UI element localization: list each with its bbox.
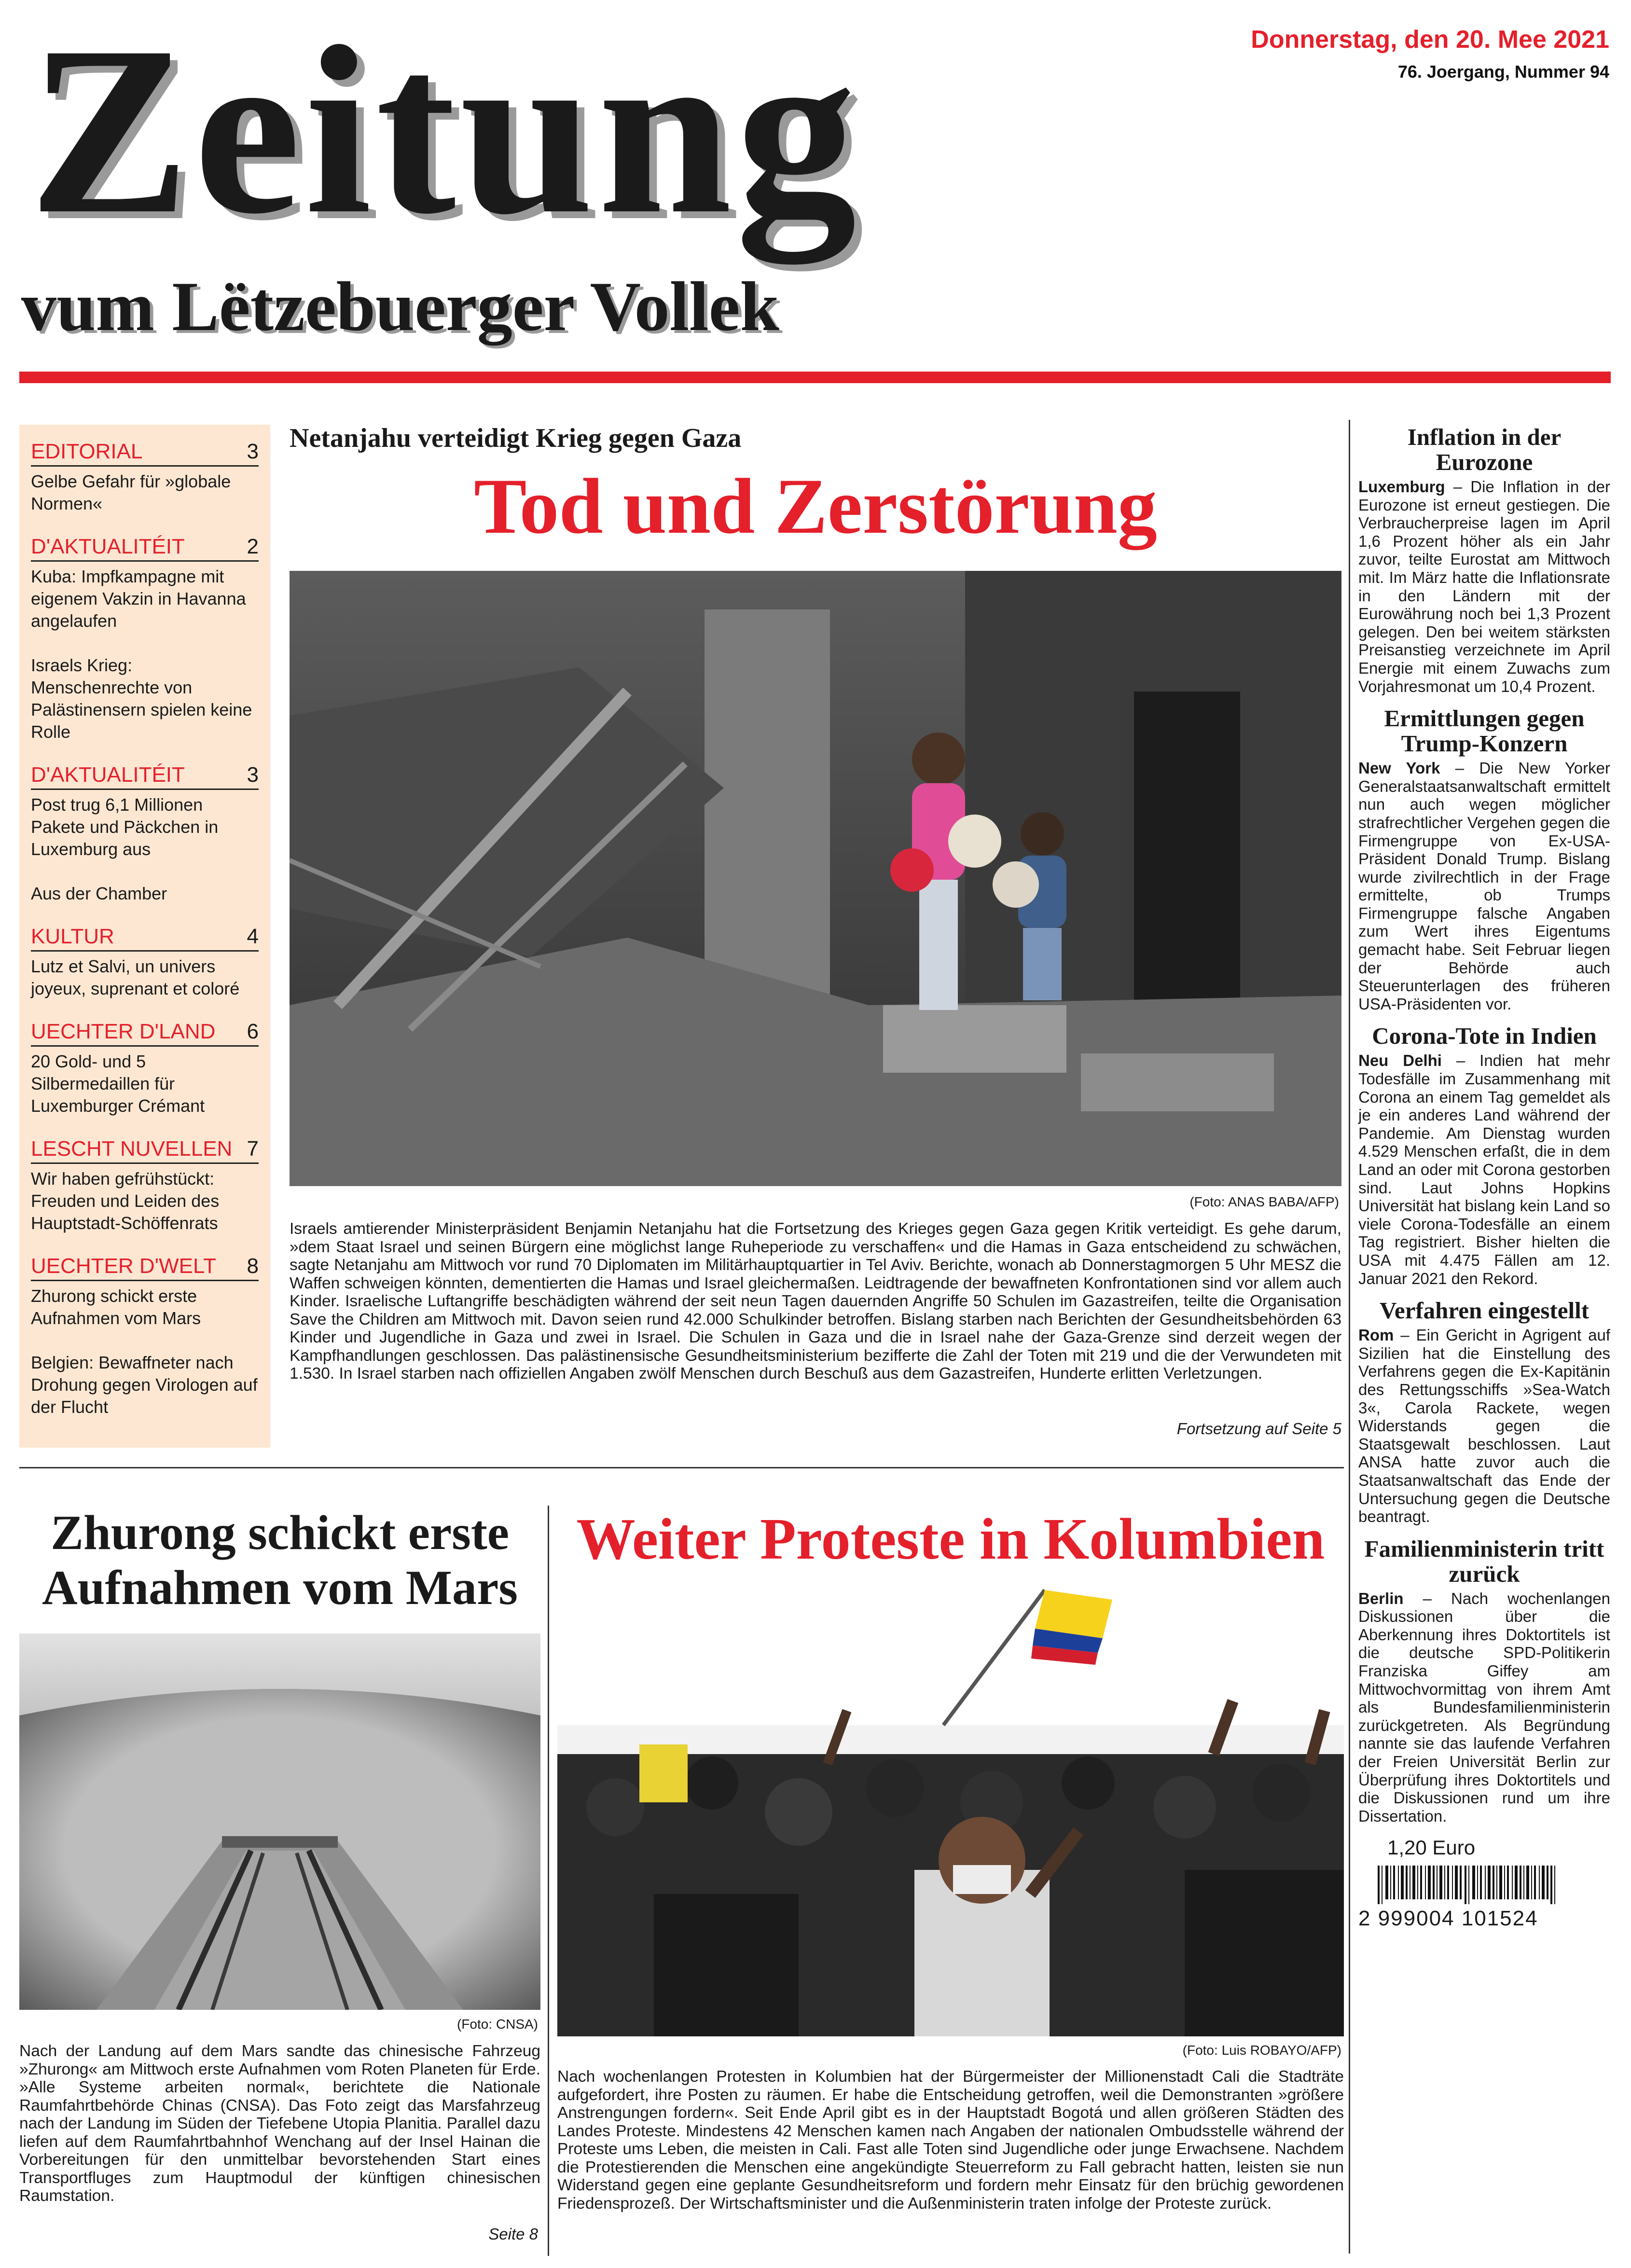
toc-item[interactable]: Kuba: Impfkampagne mit eigenem Vakzin in Havanna angelaufen [31, 567, 246, 631]
brief-dateline: New York [1358, 759, 1440, 777]
toc-section[interactable] [31, 762, 259, 905]
barcode-digits: 2 999004 101524 [1358, 1907, 1538, 1931]
mars-rover-photo-illustration [19, 1633, 540, 2010]
toc-section[interactable] [31, 1019, 259, 1117]
price-label: 1,20 Euro [1387, 1836, 1476, 1859]
toc-item[interactable]: Israels Krieg: Menschenrechte von Palästinensern spielen keine Rolle [31, 655, 252, 742]
mars-body: Nach der Landung auf dem Mars sandte das chinesische Fahrzeug »Zhurong« am Mittwoch erste Aufnahmen vom Roten Planeten für Erde. »Alle Systeme arbeiten normal«, berichtete die Nationale Raumfahrtbehörde Chinas (CNSA). Das Foto zeigt das Marsfahrzeug nach der Landung im Süden der Tiefebene Utopia Planitia. Parallel dazu liefen auf dem Raumfahrtbahnhof Wenchang auf der Insel Hainan die Vorbereitungen für den unmittelbar bevorstehenden Start eines Transportfluges zum Hauptmodul der künftigen chinesischen Raumstation. [19, 2042, 540, 2205]
barcode [1358, 1866, 1600, 1931]
lead-body: Israels amtierender Ministerpräsident Benjamin Netanjahu hat die Fortsetzung des Krieges gegen Gaza gegen Kritik verteidigt. Es gehe darum, »dem Staat Israel und seinen Bürgern eine möglichst lange Ruheperiode zu verschaffen« und die Hamas in Gaza entscheidend zu schwächen, sagte Netanjahu am Mittwoch vor rund 70 Diplomaten im Militärhauptquartier in Tel Aviv. Berichte, wonach ab Donnerstagmorgen 5 Uhr MESZ die Waffen schweigen könnten, dementierten die Hamas und Israel gleichermaßen. Leidtragende der bewaffneten Konfrontationen sind vor allem auch Kinder. Israelische Luftangriffe beschädigten während der seit neun Tagen dauernden Angriffe 50 Schulen im Gazastreifen, teilte die Organisation Save the Children am Mittwoch mit. Davon seien rund 42.000 Schulkinder betroffen. Bislang starben nach Berichten der Gesundheitsbehörden 63 Kinder und Jugendliche in Gaza und zwei in Israel. Die Schulen in Gaza und die in Israel nahe der Gaza-Grenze sind derzeit wegen der Kampfhandlungen geschlossen. Das palästinensische Gesundheitsministerium bezifferte die Zahl der Toten mit 219 und die der Verwundeten mit 1.530. In Israel starben nach offiziellen Angaben zwölf Menschen durch Beschuß aus dem Gazastreifen, Hunderte erlitten Verletzungen. [290, 1220, 1341, 1383]
news-briefs-column [1358, 424, 1610, 1931]
toc-page-number: 2 [247, 535, 259, 558]
brief-text: Ein Gericht in Agrigent auf Sizilien hat die Einstellung des Verfahrens gegen die Ex-Kapitänin des Rettungsschiffs »Sea-Watch 3«, Carola Rackete, wegen Widerstands gegen die Staatsgewalt beschlossen. Laut ANSA hatte zuvor auch die Staatsanwaltschaft das Ende der Untersuchung gegen die Deutsche beantragt. [1358, 1326, 1610, 1526]
brief-headline[interactable]: Corona-Tote in Indien [1372, 1023, 1597, 1050]
news-brief[interactable] [1358, 1298, 1610, 1526]
kolumbien-body: Nach wochenlangen Protesten in Kolumbien hat der Bürgermeister der Millionenstadt Cali die Stadträte aufgefordert, ihre Posten zu räumen. Er habe die Entscheidung getroffen, weil die Demonstranten »größere Anstrengungen fordern«. Seit Ende April gibt es in der Hauptstadt Bogotá und allen größeren Städten des Landes Proteste. Mindestens 42 Menschen kamen nach Angaben der nationalen Ombudsstelle während der Proteste ums Leben, die meisten in Cali. Fast alle Toten sind Jugendliche oder junge Erwachsene. Nachdem die Protestierenden die Menschen eine angekündigte Steuerreform zu Fall gebracht hatten, leisten sie nun Widerstand gegen eine geplante Gesundheitsreform und fordern mehr Einsatz für den brüchig gewordenen Friedensprozeß. Der Wirtschaftsminister und die Außenministerin traten infolge der Proteste zurück. [557, 2068, 1344, 2213]
rubble-photo-illustration [290, 571, 1341, 1186]
toc-page-number: 3 [247, 440, 259, 463]
toc-item[interactable]: Post trug 6,1 Millionen Pakete und Päckchen in Luxemburg aus [31, 795, 219, 859]
toc-page-number: 4 [247, 925, 259, 948]
kolumbien-photo-credit: (Foto: Luis ROBAYO/AFP) [1182, 2043, 1341, 2058]
brief-dateline: Rom [1358, 1326, 1394, 1344]
toc-section-name: D'AKTUALITÉIT [31, 535, 185, 558]
toc-section[interactable] [31, 534, 259, 743]
toc-item[interactable]: Aus der Chamber [31, 884, 167, 903]
toc-section-header[interactable] [31, 534, 259, 562]
toc-section[interactable] [31, 439, 259, 515]
table-of-contents [19, 425, 270, 1448]
lead-headline[interactable]: Tod und Zerstörung [474, 463, 1157, 550]
news-brief[interactable] [1358, 1023, 1610, 1287]
mars-photo-credit: (Foto: CNSA) [456, 2017, 538, 2032]
brief-text: Nach wochenlangen Diskussionen über die Aberkennung ihres Doktortitels ist die deutsche SPD-Politikerin Franziska Giffey am Mittwochvormittag von ihrem Amt als Bundesfamilienministerin zurückgetreten. Als Begründung nannte sie das laufende Verfahren der Freien Universität Berlin zur Überprüfung ihres Doktortitels und die Diskussionen rund um ihre Dissertation. [1358, 1589, 1610, 1825]
brief-text: Die Inflation in der Eurozone ist erneut gestiegen. Die Verbraucherpreise lagen im April 1,6 Prozent höher als ein Jahr zuvor, teilte Eurostat am Mittwoch mit. Im März hatte die Inflationsrate in den Ländern mit der Eurowährung noch bei 1,3 Prozent gelegen. Den bei weitem stärksten Preisanstieg verzeichnete im April Energie mit einem Zuwachs zum Vorjahresmonat um 10,4 Prozent. [1358, 478, 1610, 695]
toc-section[interactable] [31, 1136, 259, 1234]
lead-kicker: Netanjahu verteidigt Krieg gegen Gaza [290, 423, 742, 453]
news-brief[interactable] [1358, 706, 1610, 1013]
brief-body: Berlin – Nach wochenlangen Diskussionen über die Aberkennung ihres Doktortitels ist die deutsche SPD-Politikerin Franziska Giffey am Mittwochvormittag von ihrem Amt als Bundesfamilienministerin zurückgetreten. Als Begründung nannte sie das laufende Verfahren der Freien Universität Berlin zur Überprüfung ihres Doktortitels und die Diskussionen rund um ihre Dissertation. [1358, 1589, 1610, 1825]
toc-item[interactable]: Zhurong schickt erste Aufnahmen vom Mars [31, 1286, 201, 1328]
masthead-rule [19, 372, 1611, 383]
toc-item[interactable]: Belgien: Bewaffneter nach Drohung gegen Virologen auf der Flucht [31, 1353, 258, 1417]
toc-section-header[interactable] [31, 762, 259, 790]
toc-section-header[interactable] [31, 924, 259, 952]
kolumbien-headline[interactable]: Weiter Proteste in Kolumbien [576, 1507, 1325, 1572]
toc-item[interactable]: Lutz et Salvi, un univers joyeux, suprenant et coloré [31, 956, 240, 998]
toc-page-number: 7 [247, 1137, 259, 1161]
toc-section-name: UECHTER D'LAND [31, 1020, 216, 1043]
toc-section-name: UECHTER D'WELT [31, 1254, 217, 1278]
toc-item[interactable]: Wir haben gefrühstückt: Freuden und Leiden des Hauptstadt-Schöffenrats [31, 1169, 220, 1233]
toc-section-header[interactable] [31, 1136, 259, 1164]
toc-page-number: 3 [247, 763, 259, 787]
mars-continuation-link[interactable]: Seite 8 [488, 2225, 538, 2243]
lead-photo-credit: (Foto: ANAS BABA/AFP) [1189, 1194, 1339, 1209]
toc-section-name: LESCHT NUVELLEN [31, 1137, 233, 1161]
brief-body: Luxemburg – Die Inflation in der Eurozone ist erneut gestiegen. Die Verbraucherpreise lagen im April 1,6 Prozent höher als ein Jahr zuvor, teilte Eurostat am Mittwoch mit. Im März hatte die Inflationsrate in den Ländern mit der Eurowährung noch bei 1,3 Prozent gelegen. Den bei weitem stärksten Preisanstieg verzeichnete im April Energie mit einem Zuwachs zum Vorjahresmonat um 10,4 Prozent. [1358, 478, 1610, 695]
toc-section[interactable] [31, 1254, 259, 1418]
brief-body: Rom – Ein Gericht in Agrigent auf Sizilien hat die Einstellung des Verfahrens gegen die Ex-Kapitänin des Rettungsschiffs »Sea-Watch 3«, Carola Rackete, wegen Widerstands gegen die Staatsgewalt beschlossen. Laut ANSA hatte zuvor auch die Staatsanwaltschaft das Ende der Untersuchung gegen die Deutsche beantragt. [1358, 1326, 1610, 1526]
section-divider [19, 1467, 1344, 1468]
toc-page-number: 6 [247, 1020, 259, 1043]
column-divider [548, 1506, 549, 2256]
brief-text: Indien hat mehr Todesfälle im Zusammenhang mit Corona an einem Tag gemeldet als je ein anderes Land während der Pandemie. Am Dienstag wurden 4.529 Menschen erfaßt, die in dem Land an oder mit Corona gestorben sind. Laut Johns Hopkins Universität hat bislang kein Land so viele Corona-Todesfälle an einem Tag registriert. Bisher hielten die USA mit 4.475 Fällen am 12. Januar 2021 den Rekord. [1358, 1051, 1610, 1287]
mars-headline[interactable]: Zhurong schickt erste Aufnahmen vom Mars [42, 1506, 518, 1615]
toc-section[interactable] [31, 924, 259, 1000]
brief-dateline: Neu Delhi [1358, 1051, 1442, 1070]
brief-dateline: Berlin [1358, 1589, 1404, 1607]
toc-section-header[interactable] [31, 439, 259, 467]
toc-section-header[interactable] [31, 1254, 259, 1281]
brief-body: New York – Die New Yorker Generalstaatsanwaltschaft ermittelt nun auch wegen möglicher strafrechtlicher Vergehen gegen die Firmengruppe von Ex-USA-Präsident Donald Trump. Bislang wurde zivilrechtlich in der Frage ermittelte, ob Trumps Firmengruppe falsche Angaben zum Wert ihres Eigentums gemacht habe. Seit Februar liegen der Behörde auch Steuerunterlagen des früheren USA-Präsidenten vor. [1358, 759, 1610, 1013]
toc-page-number: 8 [247, 1254, 259, 1278]
column-divider [1349, 420, 1350, 2254]
masthead-subtitle: vum Lëtzebuerger Vollek [21, 267, 779, 346]
news-brief[interactable] [1358, 425, 1610, 695]
lead-photo [290, 571, 1341, 1186]
issue-date: Donnerstag, den 20. Mee 2021 [1251, 26, 1609, 54]
toc-item[interactable]: 20 Gold- und 5 Silbermedaillen für Luxemburger Crémant [31, 1051, 205, 1116]
brief-headline[interactable]: Inflation in der Eurozone [1407, 424, 1562, 475]
brief-headline[interactable]: Ermittlungen gegen Trump-Konzern [1384, 705, 1585, 757]
kolumbien-photo [557, 1580, 1344, 2036]
brief-dateline: Luxemburg [1358, 478, 1445, 496]
brief-headline[interactable]: Familienministerin tritt zurück [1364, 1535, 1604, 1587]
protest-photo-illustration [557, 1580, 1344, 2036]
brief-text: Die New Yorker Generalstaatsanwaltschaft ermittelt nun auch wegen möglicher strafrechtlicher Vergehen gegen die Firmengruppe von Ex-USA-Präsident Donald Trump. Bislang wurde zivilrechtlich in der Frage ermittelte, ob Trumps Firmengruppe falsche Angaben zum Wert ihres Eigentums gemacht habe. Seit Februar liegen der Behörde auch Steuerunterlagen des früheren USA-Präsidenten vor. [1358, 759, 1610, 1013]
toc-section-name: KULTUR [31, 925, 114, 948]
toc-section-name: EDITORIAL [31, 440, 143, 463]
brief-headline[interactable]: Verfahren eingestellt [1379, 1297, 1590, 1324]
news-brief[interactable] [1358, 1536, 1610, 1825]
lead-continuation-link[interactable]: Fortsetzung auf Seite 5 [1176, 1420, 1341, 1438]
barcode-icon [1358, 1866, 1600, 1904]
toc-section-name: D'AKTUALITÉIT [31, 763, 185, 787]
mars-photo [19, 1633, 540, 2010]
toc-section-header[interactable] [31, 1019, 259, 1047]
brief-body: Neu Delhi – Indien hat mehr Todesfälle im Zusammenhang mit Corona an einem Tag gemeldet als je ein anderes Land während der Pandemie. Am Dienstag wurden 4.529 Menschen erfaßt, die in dem Land an oder mit Corona gestorben sind. Laut Johns Hopkins Universität hat bislang kein Land so viele Corona-Todesfälle an einem Tag registriert. Bisher hielten die USA mit 4.475 Fällen am 12. Januar 2021 den Rekord. [1358, 1051, 1610, 1287]
toc-item[interactable]: Gelbe Gefahr für »globale Normen« [31, 471, 231, 513]
masthead-title: Zeitung [29, 0, 860, 264]
issue-number: 76. Joergang, Nummer 94 [1397, 62, 1609, 82]
